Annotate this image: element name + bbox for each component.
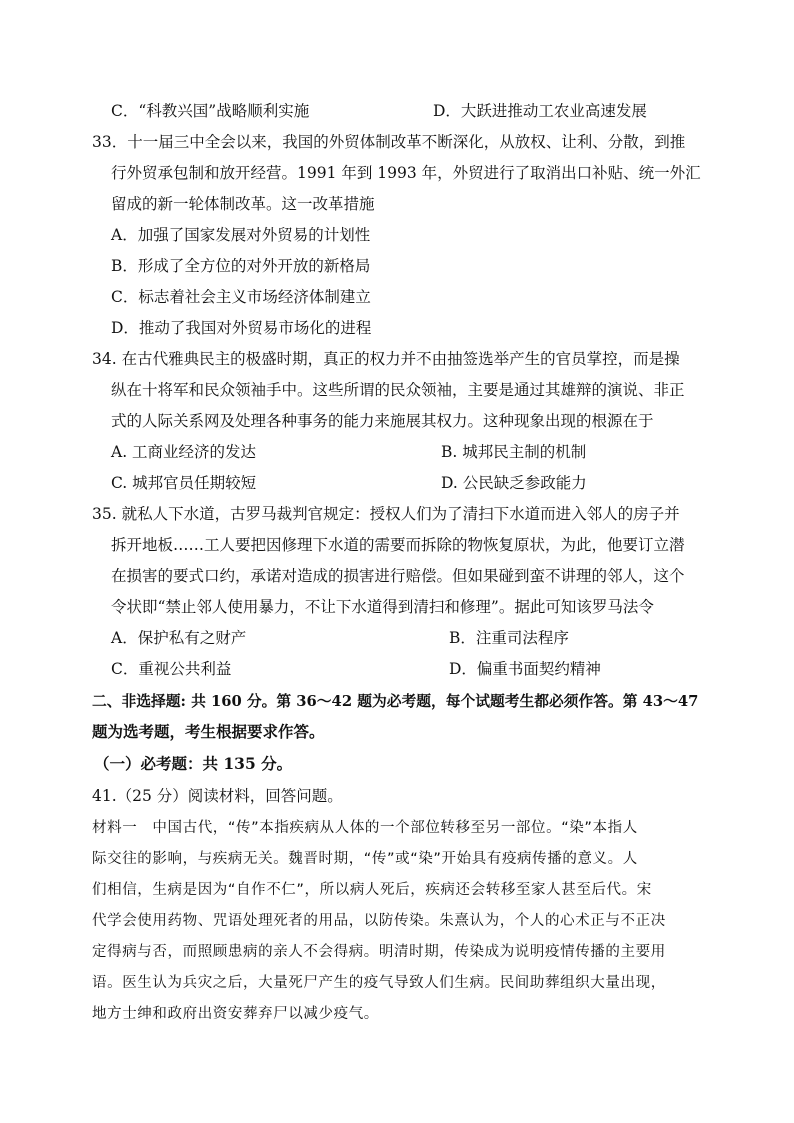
q33-stem-line-3: 留成的新一轮体制改革。这一改革措施: [111, 195, 375, 213]
q33-option-b[interactable]: B．形成了全方位的对外开放的新格局: [111, 257, 371, 275]
q35-stem-line-4: 令状即“禁止邻人使用暴力，不让下水道得到清扫和修理”。据此可知该罗马法令: [111, 598, 654, 616]
q41-material-line-3: 们相信，生病是因为“自作不仁”，所以病人死后，疾病还会转移至家人甚至后代。宋: [92, 882, 652, 898]
q35-option-d[interactable]: D．偏重书面契约精神: [449, 660, 601, 678]
q33-option-c[interactable]: C．标志着社会主义市场经济体制建立: [111, 288, 371, 306]
q41-material-line-6: 语。医生认为兵灾之后，大量死尸产生的疫气导致人们生病。民间助葬组织大量出现，: [92, 975, 666, 991]
q33-stem-line-2: 行外贸承包制和放开经营。1991 年到 1993 年，外贸进行了取消出口补贴、统一外汇: [111, 164, 701, 182]
q35-stem-line-2: 拆开地板……工人要把因修理下水道的需要而拆除的物恢复原状，为此，他要订立潜: [111, 536, 685, 554]
q34-option-d[interactable]: D. 公民缺乏参政能力: [441, 474, 587, 492]
q32-option-d[interactable]: D．大跃进推动工农业高速发展: [433, 102, 647, 120]
q41-title: 41.（25 分）阅读材料，回答问题。: [92, 787, 343, 805]
q35-stem-line-1: 35. 就私人下水道，古罗马裁判官规定：授权人们为了清扫下水道而进入邻人的房子并: [92, 505, 680, 523]
q34-stem-line-1: 34. 在古代雅典民主的极盛时期，真正的权力并不由抽签选举产生的官员掌控，而是操: [92, 350, 680, 368]
q35-option-c[interactable]: C．重视公共利益: [111, 660, 232, 678]
q35-stem-line-3: 在损害的要式口约，承诺对造成的损害进行赔偿。但如果碰到蛮不讲理的邻人，这个: [111, 567, 685, 585]
q33-option-a[interactable]: A．加强了国家发展对外贸易的计划性: [111, 226, 371, 244]
q35-option-a[interactable]: A．保护私有之财产: [111, 629, 247, 647]
q32-option-c[interactable]: C．“科教兴国”战略顺利实施: [111, 102, 310, 120]
q34-option-a[interactable]: A. 工商业经济的发达: [111, 443, 257, 461]
q34-stem-line-2: 纵在十将军和民众领袖手中。这些所谓的民众领袖，主要是通过其雄辩的演说、非正: [111, 381, 685, 399]
q41-material-line-7: 地方士绅和政府出资安葬弃尸以减少疫气。: [92, 1006, 379, 1022]
section-2-heading-line-2: 题为选考题，考生根据要求作答。: [92, 722, 325, 741]
q33-option-d[interactable]: D．推动了我国对外贸易市场化的进程: [111, 319, 372, 337]
q33-stem-line-1: 33．十一届三中全会以来，我国的外贸体制改革不断深化，从放权、让利、分散，到推: [92, 133, 686, 151]
q41-material-line-2: 际交往的影响，与疾病无关。魏晋时期，“传”或“染”开始具有疫病传播的意义。人: [92, 851, 638, 867]
q41-material-line-4: 代学会使用药物、咒语处理死者的用品，以防传染。朱熹认为，个人的心术正与不正决: [92, 913, 666, 929]
q41-material-line-5: 定得病与否，而照顾患病的亲人不会得病。明清时期，传染成为说明疫情传播的主要用: [92, 944, 666, 960]
q34-option-c[interactable]: C. 城邦官员任期较短: [111, 474, 257, 492]
q34-option-b[interactable]: B. 城邦民主制的机制: [441, 443, 587, 461]
q35-option-b[interactable]: B．注重司法程序: [449, 629, 569, 647]
q41-material-line-1: 材料一 中国古代，“传”本指疾病从人体的一个部位转移至另一部位。“染”本指人: [92, 820, 638, 836]
section-2-subheading: （一）必考题：共 135 分。: [94, 754, 293, 773]
section-2-heading-line-1: 二、非选择题: 共 160 分。第 36～42 题为必考题，每个试题考生都必须作答。第 43～47: [92, 693, 699, 710]
q34-stem-line-3: 式的人际关系网及处理各种事务的能力来施展其权力。这种现象出现的根源在于: [111, 412, 654, 430]
